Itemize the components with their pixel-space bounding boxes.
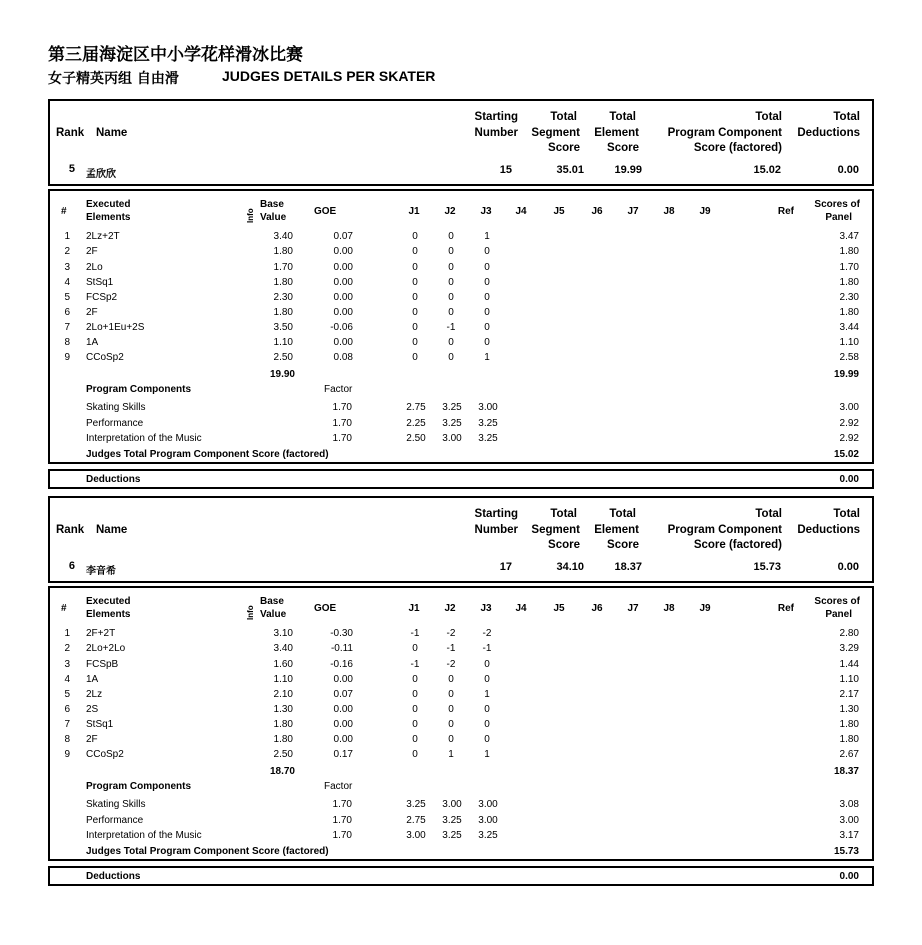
element-j3: 0 bbox=[484, 337, 490, 348]
element-j1: 0 bbox=[412, 231, 418, 242]
element-base-value: 2.50 bbox=[273, 352, 293, 363]
judge-header-j3: J3 bbox=[480, 206, 492, 217]
component-j1: 3.25 bbox=[406, 799, 426, 810]
element-j2: 0 bbox=[448, 277, 454, 288]
element-j2: 0 bbox=[448, 674, 454, 685]
element-j3: 1 bbox=[484, 231, 490, 242]
total-element-score: 18.37 bbox=[614, 561, 642, 573]
element-j3: 0 bbox=[484, 246, 490, 257]
element-base-value: 2.10 bbox=[273, 689, 293, 700]
judge-header-j7: J7 bbox=[627, 206, 639, 217]
total-pcs-header: Program Component bbox=[667, 127, 782, 139]
element-panel-score: 3.47 bbox=[839, 231, 859, 242]
element-goe: 0.00 bbox=[333, 246, 353, 257]
element-j1: 0 bbox=[412, 689, 418, 700]
component-j2: 3.25 bbox=[442, 830, 462, 841]
element-j1: 0 bbox=[412, 262, 418, 273]
component-j1: 2.50 bbox=[406, 433, 426, 444]
element-goe: -0.16 bbox=[330, 659, 353, 670]
rank-header: Rank bbox=[56, 127, 85, 139]
component-j3: 3.00 bbox=[478, 815, 498, 826]
total-segment-header: Total bbox=[550, 111, 577, 123]
element-j2: 0 bbox=[448, 231, 454, 242]
component-j2: 3.25 bbox=[442, 418, 462, 429]
element-j1: -1 bbox=[410, 628, 420, 639]
component-j3: 3.25 bbox=[478, 418, 498, 429]
element-j3: 0 bbox=[484, 307, 490, 318]
component-j1: 2.75 bbox=[406, 402, 426, 413]
starting-header: Starting bbox=[474, 111, 518, 123]
scores-of-panel-header: Panel bbox=[825, 609, 852, 620]
component-factor: 1.70 bbox=[332, 402, 352, 413]
element-number: 2 bbox=[64, 246, 70, 257]
scores-of-panel-header: Scores of bbox=[814, 199, 860, 210]
judge-header-j5: J5 bbox=[553, 206, 565, 217]
component-j3: 3.25 bbox=[478, 830, 498, 841]
element-j1: 0 bbox=[412, 246, 418, 257]
element-j2: 0 bbox=[448, 246, 454, 257]
component-name: Performance bbox=[86, 418, 144, 429]
element-number: 6 bbox=[64, 704, 70, 715]
element-base-value: 1.80 bbox=[273, 734, 293, 745]
element-goe: 0.00 bbox=[333, 734, 353, 745]
element-j2: 0 bbox=[448, 307, 454, 318]
ref-header: Ref bbox=[777, 603, 794, 614]
element-number: 6 bbox=[64, 307, 70, 318]
report-title: JUDGES DETAILS PER SKATER bbox=[222, 68, 436, 84]
element-j2: 0 bbox=[448, 734, 454, 745]
element-name: CCoSp2 bbox=[86, 749, 124, 760]
element-name: CCoSp2 bbox=[86, 352, 124, 363]
component-j2: 3.25 bbox=[442, 402, 462, 413]
total-segment-score: 35.01 bbox=[556, 164, 584, 176]
goe-header: GOE bbox=[314, 206, 337, 217]
component-j2: 3.00 bbox=[442, 433, 462, 444]
starting-number: 17 bbox=[499, 561, 512, 573]
total-deductions-header: Deductions bbox=[797, 524, 860, 536]
factor-header: Factor bbox=[324, 781, 353, 792]
base-value-total: 18.70 bbox=[269, 766, 295, 777]
component-j2: 3.00 bbox=[442, 799, 462, 810]
judge-header-j5: J5 bbox=[553, 603, 565, 614]
total-element-header: Score bbox=[607, 142, 639, 154]
judge-header-j4: J4 bbox=[515, 603, 527, 614]
component-panel-score: 3.00 bbox=[839, 815, 859, 826]
judges-total-pcs-value: 15.73 bbox=[833, 846, 859, 857]
element-j3: 0 bbox=[484, 277, 490, 288]
element-panel-score: 1.10 bbox=[839, 674, 859, 685]
judges-total-pcs-value: 15.02 bbox=[833, 449, 859, 460]
element-panel-score: 1.80 bbox=[839, 246, 859, 257]
element-base-value: 1.60 bbox=[273, 659, 293, 670]
total-pcs-header: Program Component bbox=[667, 524, 782, 536]
element-name: 2F bbox=[86, 734, 98, 745]
element-j3: 0 bbox=[484, 262, 490, 273]
element-goe: -0.30 bbox=[330, 628, 353, 639]
starting-number: 15 bbox=[499, 164, 512, 176]
total-pcs-header: Score (factored) bbox=[693, 539, 782, 551]
element-j1: 0 bbox=[412, 352, 418, 363]
deductions-value: 0.00 bbox=[839, 474, 859, 485]
event-title: 第三届海淀区中小学花样滑冰比赛 bbox=[48, 45, 303, 65]
scores-of-panel-header: Panel bbox=[825, 212, 852, 223]
total-pcs-header: Score (factored) bbox=[693, 142, 782, 154]
component-name: Skating Skills bbox=[86, 402, 146, 413]
component-name: Performance bbox=[86, 815, 144, 826]
total-deductions: 0.00 bbox=[837, 561, 859, 573]
rank-value: 5 bbox=[68, 163, 75, 175]
total-deductions-header: Total bbox=[833, 111, 860, 123]
element-number: 9 bbox=[64, 352, 70, 363]
judge-header-j2: J2 bbox=[444, 603, 456, 614]
info-header: Info bbox=[246, 208, 255, 223]
rank-header: Rank bbox=[56, 524, 85, 536]
total-segment-header: Segment bbox=[531, 524, 580, 536]
element-name: 2Lz+2T bbox=[86, 231, 120, 242]
element-goe: 0.00 bbox=[333, 292, 353, 303]
element-base-value: 1.80 bbox=[273, 246, 293, 257]
element-j3: 1 bbox=[484, 749, 490, 760]
element-base-value: 1.80 bbox=[273, 719, 293, 730]
element-goe: 0.00 bbox=[333, 719, 353, 730]
hash-header: # bbox=[61, 206, 67, 217]
element-j3: 1 bbox=[484, 689, 490, 700]
element-j3: 0 bbox=[484, 719, 490, 730]
base-value-header: Base bbox=[260, 199, 284, 210]
executed-elements-header: Executed bbox=[86, 199, 131, 210]
element-panel-score: 1.30 bbox=[839, 704, 859, 715]
element-j2: 0 bbox=[448, 292, 454, 303]
element-j2: 0 bbox=[448, 719, 454, 730]
element-base-value: 3.10 bbox=[273, 628, 293, 639]
total-pcs-score: 15.73 bbox=[753, 561, 781, 573]
skater-name: 李音希 bbox=[86, 566, 116, 577]
element-base-value: 1.70 bbox=[273, 262, 293, 273]
element-j3: 0 bbox=[484, 734, 490, 745]
element-name: 2Lo+2Lo bbox=[86, 643, 126, 654]
executed-elements-header: Executed bbox=[86, 596, 131, 607]
element-number: 8 bbox=[64, 734, 70, 745]
element-number: 3 bbox=[64, 262, 70, 273]
component-factor: 1.70 bbox=[332, 418, 352, 429]
judge-header-j8: J8 bbox=[663, 603, 675, 614]
element-goe: -0.06 bbox=[330, 322, 353, 333]
element-panel-score: 3.29 bbox=[839, 643, 859, 654]
element-base-value: 1.80 bbox=[273, 307, 293, 318]
panel-total: 18.37 bbox=[833, 766, 859, 777]
element-panel-score: 2.30 bbox=[839, 292, 859, 303]
element-j3: 1 bbox=[484, 352, 490, 363]
element-goe: 0.00 bbox=[333, 337, 353, 348]
judge-header-j1: J1 bbox=[408, 603, 420, 614]
total-segment-header: Score bbox=[548, 142, 580, 154]
element-base-value: 2.50 bbox=[273, 749, 293, 760]
judge-header-j2: J2 bbox=[444, 206, 456, 217]
scores-of-panel-header: Scores of bbox=[814, 596, 860, 607]
component-factor: 1.70 bbox=[332, 830, 352, 841]
element-j3: 0 bbox=[484, 292, 490, 303]
info-header: Info bbox=[246, 605, 255, 620]
element-j2: 0 bbox=[448, 689, 454, 700]
component-panel-score: 3.00 bbox=[839, 402, 859, 413]
element-base-value: 1.10 bbox=[273, 674, 293, 685]
element-name: FCSp2 bbox=[86, 292, 118, 303]
total-element-header: Score bbox=[607, 539, 639, 551]
element-name: 2F bbox=[86, 246, 98, 257]
name-header: Name bbox=[96, 127, 128, 139]
starting-header: Starting bbox=[474, 508, 518, 520]
element-j1: 0 bbox=[412, 734, 418, 745]
judge-header-j8: J8 bbox=[663, 206, 675, 217]
element-number: 8 bbox=[64, 337, 70, 348]
factor-header: Factor bbox=[324, 384, 353, 395]
element-panel-score: 1.44 bbox=[839, 659, 859, 670]
total-segment-score: 34.10 bbox=[556, 561, 584, 573]
total-pcs-header: Total bbox=[755, 508, 782, 520]
element-panel-score: 3.44 bbox=[839, 322, 859, 333]
element-name: 2Lo bbox=[86, 262, 103, 273]
component-j3: 3.00 bbox=[478, 402, 498, 413]
element-base-value: 3.40 bbox=[273, 231, 293, 242]
total-pcs-score: 15.02 bbox=[753, 164, 781, 176]
judge-header-j3: J3 bbox=[480, 603, 492, 614]
element-j3: -2 bbox=[482, 628, 492, 639]
element-j1: -1 bbox=[410, 659, 420, 670]
element-base-value: 1.10 bbox=[273, 337, 293, 348]
rank-value: 6 bbox=[68, 560, 75, 572]
element-panel-score: 1.80 bbox=[839, 307, 859, 318]
component-factor: 1.70 bbox=[332, 433, 352, 444]
element-name: 2F bbox=[86, 307, 98, 318]
base-value-total: 19.90 bbox=[269, 369, 295, 380]
element-number: 7 bbox=[64, 719, 70, 730]
element-panel-score: 2.80 bbox=[839, 628, 859, 639]
element-number: 5 bbox=[64, 292, 70, 303]
total-deductions: 0.00 bbox=[837, 164, 859, 176]
element-number: 1 bbox=[64, 231, 70, 242]
element-goe: 0.07 bbox=[333, 689, 353, 700]
element-j1: 0 bbox=[412, 307, 418, 318]
element-name: FCSpB bbox=[86, 659, 119, 670]
element-j2: 1 bbox=[448, 749, 454, 760]
element-j3: 0 bbox=[484, 322, 490, 333]
total-element-header: Total bbox=[609, 508, 636, 520]
element-panel-score: 2.58 bbox=[839, 352, 859, 363]
element-name: 1A bbox=[86, 674, 99, 685]
program-components-header: Program Components bbox=[86, 781, 192, 792]
element-j1: 0 bbox=[412, 719, 418, 730]
element-j1: 0 bbox=[412, 337, 418, 348]
component-j3: 3.25 bbox=[478, 433, 498, 444]
deductions-label: Deductions bbox=[86, 871, 141, 882]
total-pcs-header: Total bbox=[755, 111, 782, 123]
element-panel-score: 2.67 bbox=[839, 749, 859, 760]
hash-header: # bbox=[61, 603, 67, 614]
judges-total-pcs-label: Judges Total Program Component Score (factored) bbox=[86, 449, 329, 460]
total-element-header: Element bbox=[594, 127, 639, 139]
element-number: 7 bbox=[64, 322, 70, 333]
element-j2: -1 bbox=[446, 322, 456, 333]
judge-header-j6: J6 bbox=[591, 603, 603, 614]
skater-name: 孟欣欣 bbox=[86, 169, 116, 180]
judge-header-j7: J7 bbox=[627, 603, 639, 614]
element-base-value: 1.80 bbox=[273, 277, 293, 288]
element-j3: 0 bbox=[484, 704, 490, 715]
element-name: 1A bbox=[86, 337, 99, 348]
name-header: Name bbox=[96, 524, 128, 536]
component-j2: 3.25 bbox=[442, 815, 462, 826]
element-base-value: 1.30 bbox=[273, 704, 293, 715]
component-name: Skating Skills bbox=[86, 799, 146, 810]
component-j1: 2.75 bbox=[406, 815, 426, 826]
element-goe: 0.17 bbox=[333, 749, 353, 760]
element-j2: -2 bbox=[446, 628, 456, 639]
base-value-header: Value bbox=[260, 212, 287, 223]
goe-header: GOE bbox=[314, 603, 337, 614]
total-segment-header: Score bbox=[548, 539, 580, 551]
element-name: StSq1 bbox=[86, 277, 114, 288]
deductions-value: 0.00 bbox=[839, 871, 859, 882]
executed-elements-header: Elements bbox=[86, 609, 131, 620]
deductions-box bbox=[48, 469, 874, 489]
element-goe: 0.00 bbox=[333, 674, 353, 685]
element-j1: 0 bbox=[412, 704, 418, 715]
total-segment-header: Segment bbox=[531, 127, 580, 139]
total-element-header: Total bbox=[609, 111, 636, 123]
category-title: 女子精英丙组 自由滑 bbox=[48, 71, 179, 87]
element-panel-score: 2.17 bbox=[839, 689, 859, 700]
element-goe: 0.00 bbox=[333, 704, 353, 715]
total-segment-header: Total bbox=[550, 508, 577, 520]
judges-total-pcs-label: Judges Total Program Component Score (factored) bbox=[86, 846, 329, 857]
element-j2: 0 bbox=[448, 352, 454, 363]
total-deductions-header: Deductions bbox=[797, 127, 860, 139]
element-name: 2Lz bbox=[86, 689, 103, 700]
base-value-header: Value bbox=[260, 609, 287, 620]
element-base-value: 3.40 bbox=[273, 643, 293, 654]
element-goe: 0.08 bbox=[333, 352, 353, 363]
component-j1: 2.25 bbox=[406, 418, 426, 429]
element-number: 5 bbox=[64, 689, 70, 700]
judge-header-j9: J9 bbox=[699, 603, 711, 614]
element-j3: 0 bbox=[484, 674, 490, 685]
component-factor: 1.70 bbox=[332, 815, 352, 826]
component-j1: 3.00 bbox=[406, 830, 426, 841]
total-deductions-header: Total bbox=[833, 508, 860, 520]
element-name: 2Lo+1Eu+2S bbox=[86, 322, 145, 333]
element-base-value: 2.30 bbox=[273, 292, 293, 303]
element-j2: -1 bbox=[446, 643, 456, 654]
element-number: 4 bbox=[64, 277, 70, 288]
element-j2: 0 bbox=[448, 337, 454, 348]
element-j1: 0 bbox=[412, 322, 418, 333]
element-j2: -2 bbox=[446, 659, 456, 670]
total-element-header: Element bbox=[594, 524, 639, 536]
judge-header-j4: J4 bbox=[515, 206, 527, 217]
element-j1: 0 bbox=[412, 749, 418, 760]
element-goe: 0.07 bbox=[333, 231, 353, 242]
total-element-score: 19.99 bbox=[614, 164, 642, 176]
element-j3: -1 bbox=[482, 643, 492, 654]
element-number: 9 bbox=[64, 749, 70, 760]
judge-header-j9: J9 bbox=[699, 206, 711, 217]
element-goe: 0.00 bbox=[333, 277, 353, 288]
component-panel-score: 2.92 bbox=[839, 418, 859, 429]
element-j1: 0 bbox=[412, 674, 418, 685]
component-panel-score: 3.17 bbox=[839, 830, 859, 841]
base-value-header: Base bbox=[260, 596, 284, 607]
element-number: 2 bbox=[64, 643, 70, 654]
program-components-header: Program Components bbox=[86, 384, 192, 395]
element-name: StSq1 bbox=[86, 719, 114, 730]
element-goe: 0.00 bbox=[333, 262, 353, 273]
element-goe: -0.11 bbox=[330, 643, 353, 654]
element-number: 3 bbox=[64, 659, 70, 670]
element-panel-score: 1.80 bbox=[839, 734, 859, 745]
number-header: Number bbox=[474, 524, 518, 536]
element-name: 2S bbox=[86, 704, 99, 715]
deductions-box bbox=[48, 866, 874, 886]
component-j3: 3.00 bbox=[478, 799, 498, 810]
component-factor: 1.70 bbox=[332, 799, 352, 810]
element-panel-score: 1.70 bbox=[839, 262, 859, 273]
judge-header-j1: J1 bbox=[408, 206, 420, 217]
element-name: 2F+2T bbox=[86, 628, 116, 639]
panel-total: 19.99 bbox=[833, 369, 859, 380]
deductions-label: Deductions bbox=[86, 474, 141, 485]
component-panel-score: 3.08 bbox=[839, 799, 859, 810]
element-panel-score: 1.80 bbox=[839, 719, 859, 730]
element-j1: 0 bbox=[412, 292, 418, 303]
executed-elements-header: Elements bbox=[86, 212, 131, 223]
component-panel-score: 2.92 bbox=[839, 433, 859, 444]
element-panel-score: 1.10 bbox=[839, 337, 859, 348]
element-j3: 0 bbox=[484, 659, 490, 670]
element-j1: 0 bbox=[412, 277, 418, 288]
number-header: Number bbox=[474, 127, 518, 139]
element-j1: 0 bbox=[412, 643, 418, 654]
ref-header: Ref bbox=[777, 206, 794, 217]
component-name: Interpretation of the Music bbox=[86, 433, 202, 444]
element-base-value: 3.50 bbox=[273, 322, 293, 333]
element-panel-score: 1.80 bbox=[839, 277, 859, 288]
element-j2: 0 bbox=[448, 262, 454, 273]
element-number: 1 bbox=[64, 628, 70, 639]
element-j2: 0 bbox=[448, 704, 454, 715]
component-name: Interpretation of the Music bbox=[86, 830, 202, 841]
element-number: 4 bbox=[64, 674, 70, 685]
judge-header-j6: J6 bbox=[591, 206, 603, 217]
element-goe: 0.00 bbox=[333, 307, 353, 318]
